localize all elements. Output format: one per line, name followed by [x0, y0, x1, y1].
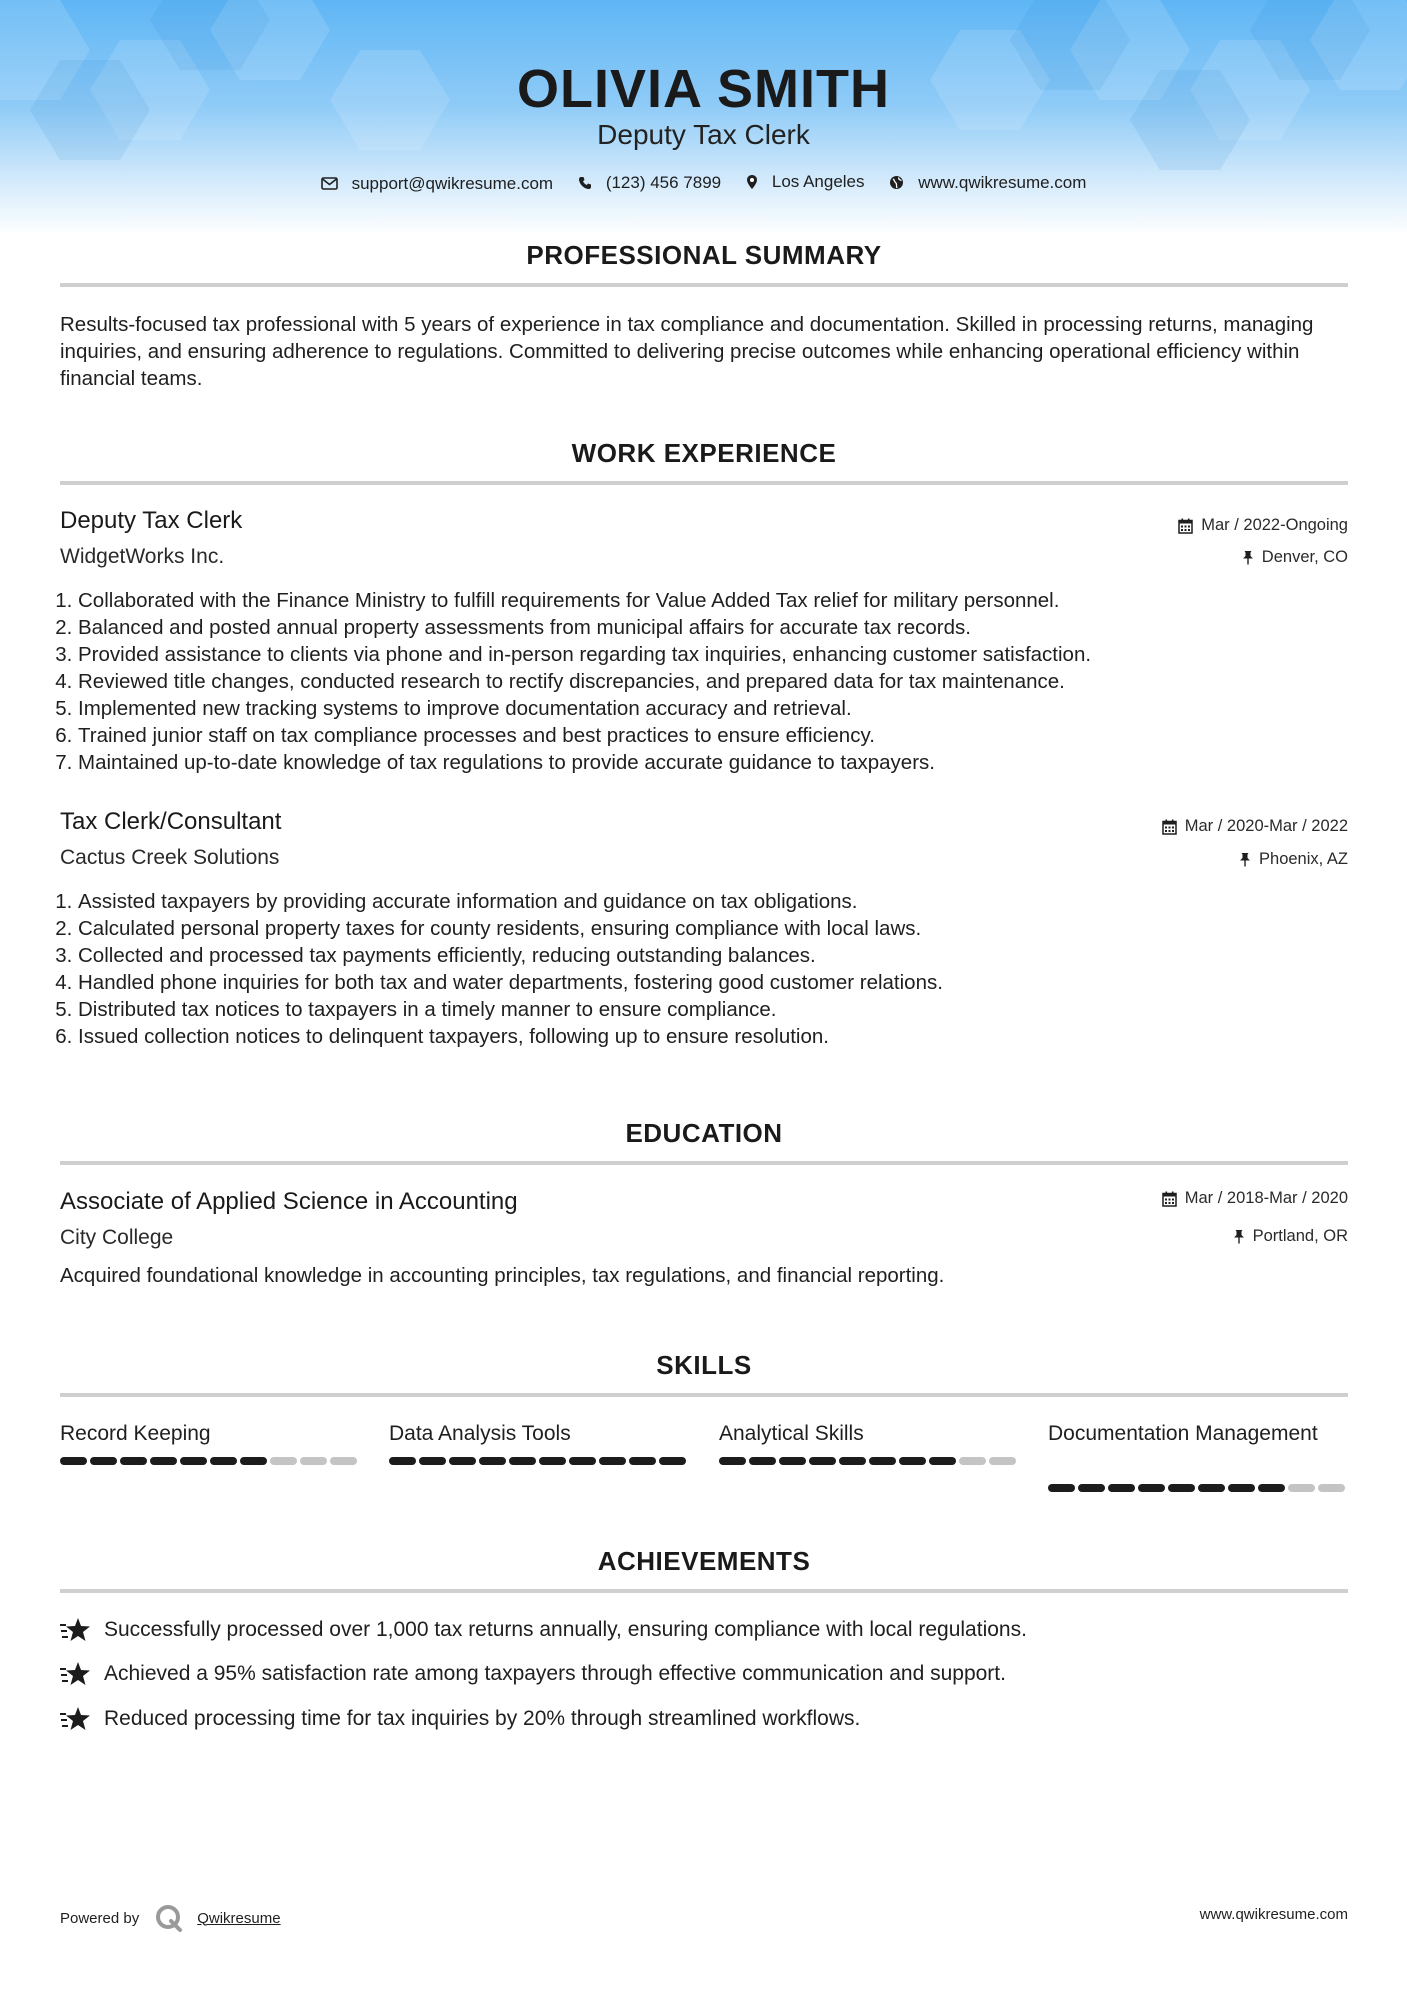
skill-name: Record Keeping	[60, 1422, 211, 1445]
envelope-icon	[321, 177, 338, 190]
education-divider	[60, 1161, 1348, 1165]
skill-level-bar	[1048, 1484, 1348, 1492]
list-item: 4. Handled phone inquiries for both tax and water departments, fostering good customer relations.	[78, 969, 1348, 996]
job-location-text: Phoenix, AZ	[1259, 850, 1348, 868]
skill-dot-filled	[150, 1457, 177, 1465]
skill-name: Documentation Management	[1048, 1422, 1318, 1445]
skill-dot-filled	[629, 1457, 656, 1465]
skill-dot-filled	[809, 1457, 836, 1465]
skill-dot-filled	[749, 1457, 776, 1465]
skill-dot-filled	[449, 1457, 476, 1465]
skill-level-bar	[60, 1457, 360, 1465]
skill-dot-empty	[270, 1457, 297, 1465]
achievement-text: Successfully processed over 1,000 tax returns annually, ensuring compliance with local regulations.	[104, 1618, 1027, 1641]
list-item: 1. Assisted taxpayers by providing accurate information and guidance on tax obligations.	[78, 888, 1348, 915]
star-icon	[60, 1706, 92, 1732]
job-title: Tax Clerk/Consultant	[60, 808, 282, 835]
skill-level-bar	[389, 1457, 689, 1465]
calendar-icon	[1178, 518, 1193, 534]
skill-dot-filled	[509, 1457, 536, 1465]
list-item: 5. Implemented new tracking systems to improve documentation accuracy and retrieval.	[78, 695, 1348, 722]
achievement-item	[60, 1706, 860, 1732]
list-item: 5. Distributed tax notices to taxpayers in a timely manner to ensure compliance.	[78, 996, 1348, 1023]
education-dates	[1162, 1189, 1348, 1208]
pushpin-icon	[1239, 852, 1251, 867]
education-heading: EDUCATION	[625, 1118, 783, 1148]
phone-text: (123) 456 7899	[605, 173, 722, 192]
skill-item	[719, 1420, 1019, 1476]
skill-dot-filled	[120, 1457, 147, 1465]
skill-item	[1048, 1420, 1348, 1476]
summary-heading: PROFESSIONAL SUMMARY	[526, 240, 882, 270]
achievement-item	[60, 1661, 1006, 1687]
phone-icon	[578, 176, 592, 190]
skill-dot-filled	[389, 1457, 416, 1465]
skill-dot-filled	[60, 1457, 87, 1465]
skill-dot-filled	[240, 1457, 267, 1465]
list-item: 6. Issued collection notices to delinquent taxpayers, following up to ensure resolution.	[78, 1023, 1348, 1050]
contact-phone[interactable]	[578, 173, 721, 193]
job-dates-text: Mar / 2022-Ongoing	[1201, 516, 1348, 534]
list-item: 7. Maintained up-to-date knowledge of tax regulations to provide accurate guidance to taxpayers.	[78, 749, 1348, 776]
summary-text: Results-focused tax professional with 5 years of experience in tax compliance and documentation. Skilled in processing returns, managing inquiries, and ensuring adherence to regulations. Committed to delivering precise outcomes while enhancing operational efficiency within financial teams.	[60, 313, 1314, 390]
skill-dot-filled	[1258, 1484, 1285, 1492]
skill-level-bar	[719, 1457, 1019, 1465]
skill-dot-empty	[1288, 1484, 1315, 1492]
skill-dot-filled	[1228, 1484, 1255, 1492]
list-item: 2. Balanced and posted annual property assessments from municipal affairs for accurate tax records.	[78, 614, 1348, 641]
skill-item	[60, 1420, 360, 1476]
skill-dot-filled	[599, 1457, 626, 1465]
skills-heading: SKILLS	[656, 1350, 752, 1380]
list-item: 2. Calculated personal property taxes for county residents, ensuring compliance with local laws.	[78, 915, 1348, 942]
skill-dot-empty	[330, 1457, 357, 1465]
candidate-role: Deputy Tax Clerk	[597, 119, 810, 150]
skill-dot-filled	[839, 1457, 866, 1465]
skill-dot-filled	[479, 1457, 506, 1465]
list-item: 3. Provided assistance to clients via phone and in-person regarding tax inquiries, enhancing customer satisfaction.	[78, 641, 1348, 668]
skill-item	[389, 1420, 689, 1476]
contact-bar	[0, 172, 1407, 195]
skill-dot-filled	[90, 1457, 117, 1465]
job-location-text: Denver, CO	[1261, 548, 1348, 566]
job-duties-list	[78, 888, 1348, 1050]
skill-dot-filled	[899, 1457, 926, 1465]
location-text: Los Angeles	[771, 172, 865, 191]
experience-heading: WORK EXPERIENCE	[571, 438, 837, 468]
education-dates-text: Mar / 2018-Mar / 2020	[1184, 1189, 1348, 1207]
company-name: Cactus Creek Solutions	[60, 846, 280, 869]
job-dates-text: Mar / 2020-Mar / 2022	[1184, 817, 1348, 835]
skill-dot-filled	[1198, 1484, 1225, 1492]
contact-location	[746, 172, 865, 192]
skill-dot-filled	[1138, 1484, 1165, 1492]
education-location	[1233, 1227, 1348, 1246]
skill-dot-filled	[539, 1457, 566, 1465]
job-location	[1242, 548, 1348, 567]
contact-email[interactable]	[321, 174, 554, 194]
skills-divider	[60, 1393, 1348, 1397]
contact-website[interactable]	[889, 173, 1086, 193]
achievement-text: Achieved a 95% satisfaction rate among taxpayers through effective communication and support.	[104, 1662, 1006, 1685]
achievements-heading: ACHIEVEMENTS	[597, 1546, 811, 1576]
skill-name: Data Analysis Tools	[389, 1422, 571, 1445]
list-item: 4. Reviewed title changes, conducted research to rectify discrepancies, and prepared data for tax maintenance.	[78, 668, 1348, 695]
achievement-item	[60, 1617, 1027, 1643]
globe-icon	[889, 175, 904, 190]
skill-dot-filled	[210, 1457, 237, 1465]
skill-dot-filled	[569, 1457, 596, 1465]
experience-divider	[60, 481, 1348, 485]
star-icon	[60, 1661, 92, 1687]
achievement-text: Reduced processing time for tax inquiries by 20% through streamlined workflows.	[104, 1707, 861, 1730]
skill-dot-filled	[1108, 1484, 1135, 1492]
skill-name: Analytical Skills	[719, 1422, 864, 1445]
list-item: 1. Collaborated with the Finance Ministry to fulfill requirements for Value Added Tax relief for military personnel.	[78, 587, 1348, 614]
job-dates	[1162, 817, 1348, 836]
skill-dot-empty	[989, 1457, 1016, 1465]
powered-by-label: Powered by	[60, 1909, 140, 1927]
school-name: City College	[60, 1226, 174, 1249]
map-pin-icon	[746, 174, 758, 190]
list-item: 6. Trained junior staff on tax compliance processes and best practices to ensure efficiency.	[78, 722, 1348, 749]
skill-dot-filled	[869, 1457, 896, 1465]
website-text: www.qwikresume.com	[918, 172, 1087, 192]
calendar-icon	[1162, 1191, 1177, 1207]
skill-dot-empty	[300, 1457, 327, 1465]
skill-dot-filled	[719, 1457, 746, 1465]
skill-dot-filled	[1078, 1484, 1105, 1492]
achievements-divider	[60, 1589, 1348, 1593]
skill-dot-filled	[779, 1457, 806, 1465]
pushpin-icon	[1242, 550, 1254, 565]
education-location-text: Portland, OR	[1252, 1227, 1348, 1245]
job-dates	[1178, 516, 1348, 535]
degree-title: Associate of Applied Science in Accounting	[60, 1188, 518, 1215]
skill-dot-filled	[1168, 1484, 1195, 1492]
email-text: support@qwikresume.com	[351, 173, 554, 193]
brand-link[interactable]: Qwikresume	[197, 1909, 281, 1927]
summary-divider	[60, 283, 1348, 287]
pushpin-icon	[1233, 1229, 1245, 1244]
job-duties-list	[78, 587, 1348, 776]
list-item: 3. Collected and processed tax payments efficiently, reducing outstanding balances.	[78, 942, 1348, 969]
footer-url[interactable]: www.qwikresume.com	[1199, 1906, 1348, 1923]
skill-dot-filled	[929, 1457, 956, 1465]
qwikresume-logo-icon	[155, 1904, 183, 1932]
education-description: Acquired foundational knowledge in accounting principles, tax regulations, and financial reporting.	[60, 1264, 945, 1287]
skill-dot-empty	[1318, 1484, 1345, 1492]
star-icon	[60, 1617, 92, 1643]
company-name: WidgetWorks Inc.	[60, 545, 225, 568]
skill-dot-filled	[180, 1457, 207, 1465]
job-title: Deputy Tax Clerk	[60, 507, 243, 534]
skill-dot-filled	[659, 1457, 686, 1465]
skill-dot-empty	[959, 1457, 986, 1465]
job-location	[1239, 850, 1348, 869]
skill-dot-filled	[1048, 1484, 1075, 1492]
powered-by	[60, 1904, 281, 1932]
skill-dot-filled	[419, 1457, 446, 1465]
calendar-icon	[1162, 819, 1177, 835]
candidate-name: OLIVIA SMITH	[517, 59, 890, 119]
